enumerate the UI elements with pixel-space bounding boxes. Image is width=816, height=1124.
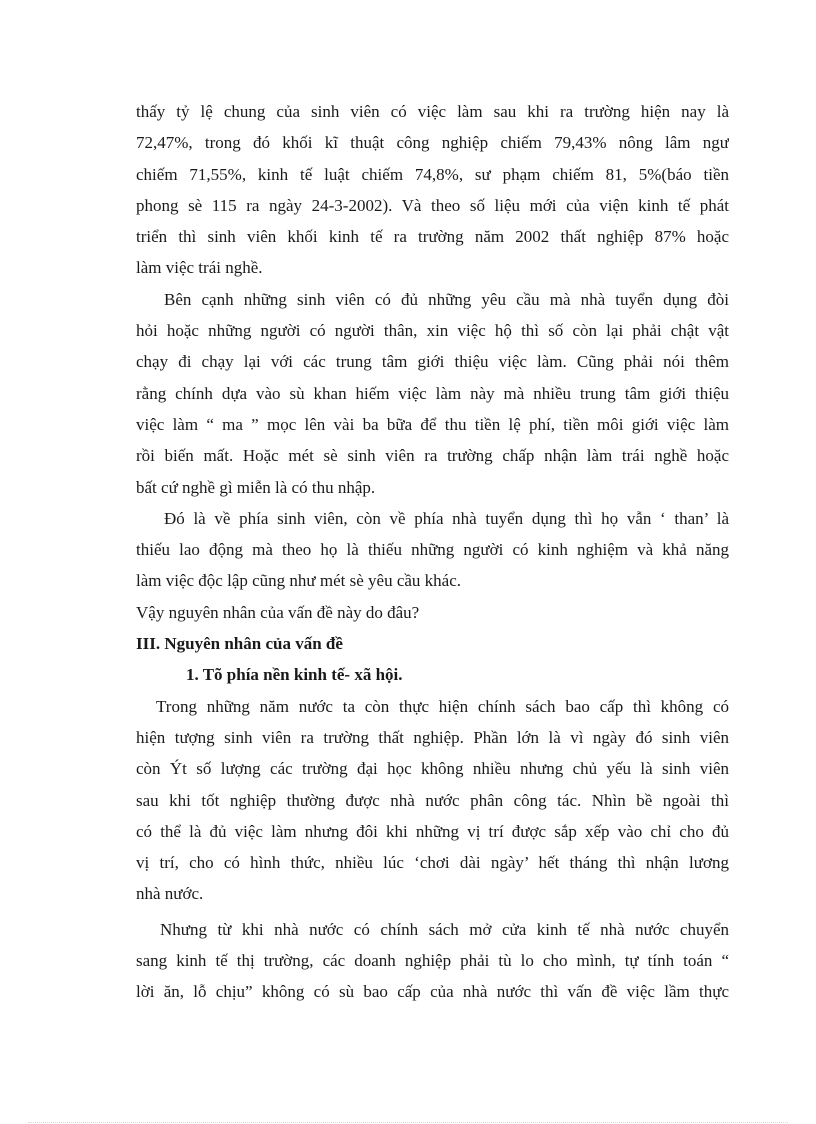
paragraph-employer-side [136,503,729,597]
text-line: lời ăn, lỗ chịu” không có sù bao cấp của nhà nước thì vấn đề việc lầm thực [136,982,729,1002]
text-line: vị trí, cho có hình thức, nhiều lúc ‘chơi dài ngày’ hết tháng thì nhận lương [136,853,729,873]
text-line: thấy tỷ lệ chung của sinh viên có việc làm sau khi ra trường hiện nay là [136,102,729,121]
text-line: Bên cạnh những sinh viên có đủ những yêu cầu mà nhà tuyển dụng đòi [164,289,729,309]
text-line: rồi biến mất. Hoặc mét sè sinh viên ra trường chấp nhận làm trái nghề hoặc [136,446,729,466]
text-line: chạy đi chạy lại với các trung tâm giới thiệu việc làm. Cũng phải nói thêm [136,352,729,372]
text-line: nhà nước. [136,884,204,904]
text-line: hỏi hoặc những người có người thân, xin việc hộ thì số còn lại phải chật vật [136,321,729,341]
text-line: chiếm 71,55%, kinh tế luật chiếm 74,8%, sư phạm chiếm 81, 5%(báo tiền [136,164,729,184]
text-line: việc làm “ ma ” mọc lên vài ba bữa để thu tiền lệ phí, tiền môi giới việc làm [136,414,729,434]
text-line: sang kinh tế thị trường, các doanh nghiệp phải tù lo cho mình, tự tính toán “ [136,951,729,971]
question-line [136,597,729,628]
paragraph-employment-statistics [136,96,729,284]
paragraph-market-economy [136,914,729,1008]
text-line: còn Ýt số lượng các trường đại học không nhiều nhưng chủ yếu là sinh viên [136,759,729,779]
text-line: Trong những năm nước ta còn thực hiện chính sách bao cấp thì không có [156,696,729,716]
section-heading: III. Nguyên nhân của vấn đề [136,634,343,654]
text-line: bất cứ nghề gì miễn là có thu nhập. [136,477,376,497]
paragraph-job-centers [136,284,729,503]
text-line: thiếu lao động mà theo họ là thiếu những người có kinh nghiệm và khả năng [136,540,729,560]
text-line: triển thì sinh viên khối kinh tế ra trường năm 2002 thất nghiệp 87% hoặc [136,227,729,247]
text-line: Nhưng từ khi nhà nước có chính sách mở cửa kinh tế nhà nước chuyển [160,919,729,939]
text-line: làm việc độc lập cũng như mét sè yêu cầu khác. [136,571,462,591]
subsection-heading: 1. Tõ phía nền kinh tế- xã hội. [186,665,403,685]
document-body [136,96,729,1008]
text-line: có thể là đủ việc làm nhưng đôi khi những vị trí được sắp xếp vào chỉ cho đủ [136,821,729,841]
text-line: 72,47%, trong đó khối kĩ thuật công nghiệp chiếm 79,43% nông lâm ngư [136,133,729,153]
text-line: hiện tượng sinh viên ra trường thất nghiệp. Phần lớn là vì ngày đó sinh viên [136,727,729,747]
text-line: sau khi tốt nghiệp thường được nhà nước phân công tác. Nhìn bề ngoài thì [136,790,729,810]
text-line: Vậy nguyên nhân của vấn đề này do đâu? [136,602,420,622]
paragraph-subsidy-era [136,691,729,910]
text-line: Đó là về phía sinh viên, còn về phía nhà tuyển dụng thì họ vẫn ‘ than’ là [164,508,729,528]
text-line: làm việc trái nghề. [136,258,263,278]
text-line: phong sè 115 ra ngày 24-3-2002). Và theo số liệu mới của viện kinh tế phát [136,195,729,215]
text-line: rằng chính dựa vào sù khan hiếm việc làm này mà nhiều trung tâm giới thiệu [136,383,729,403]
